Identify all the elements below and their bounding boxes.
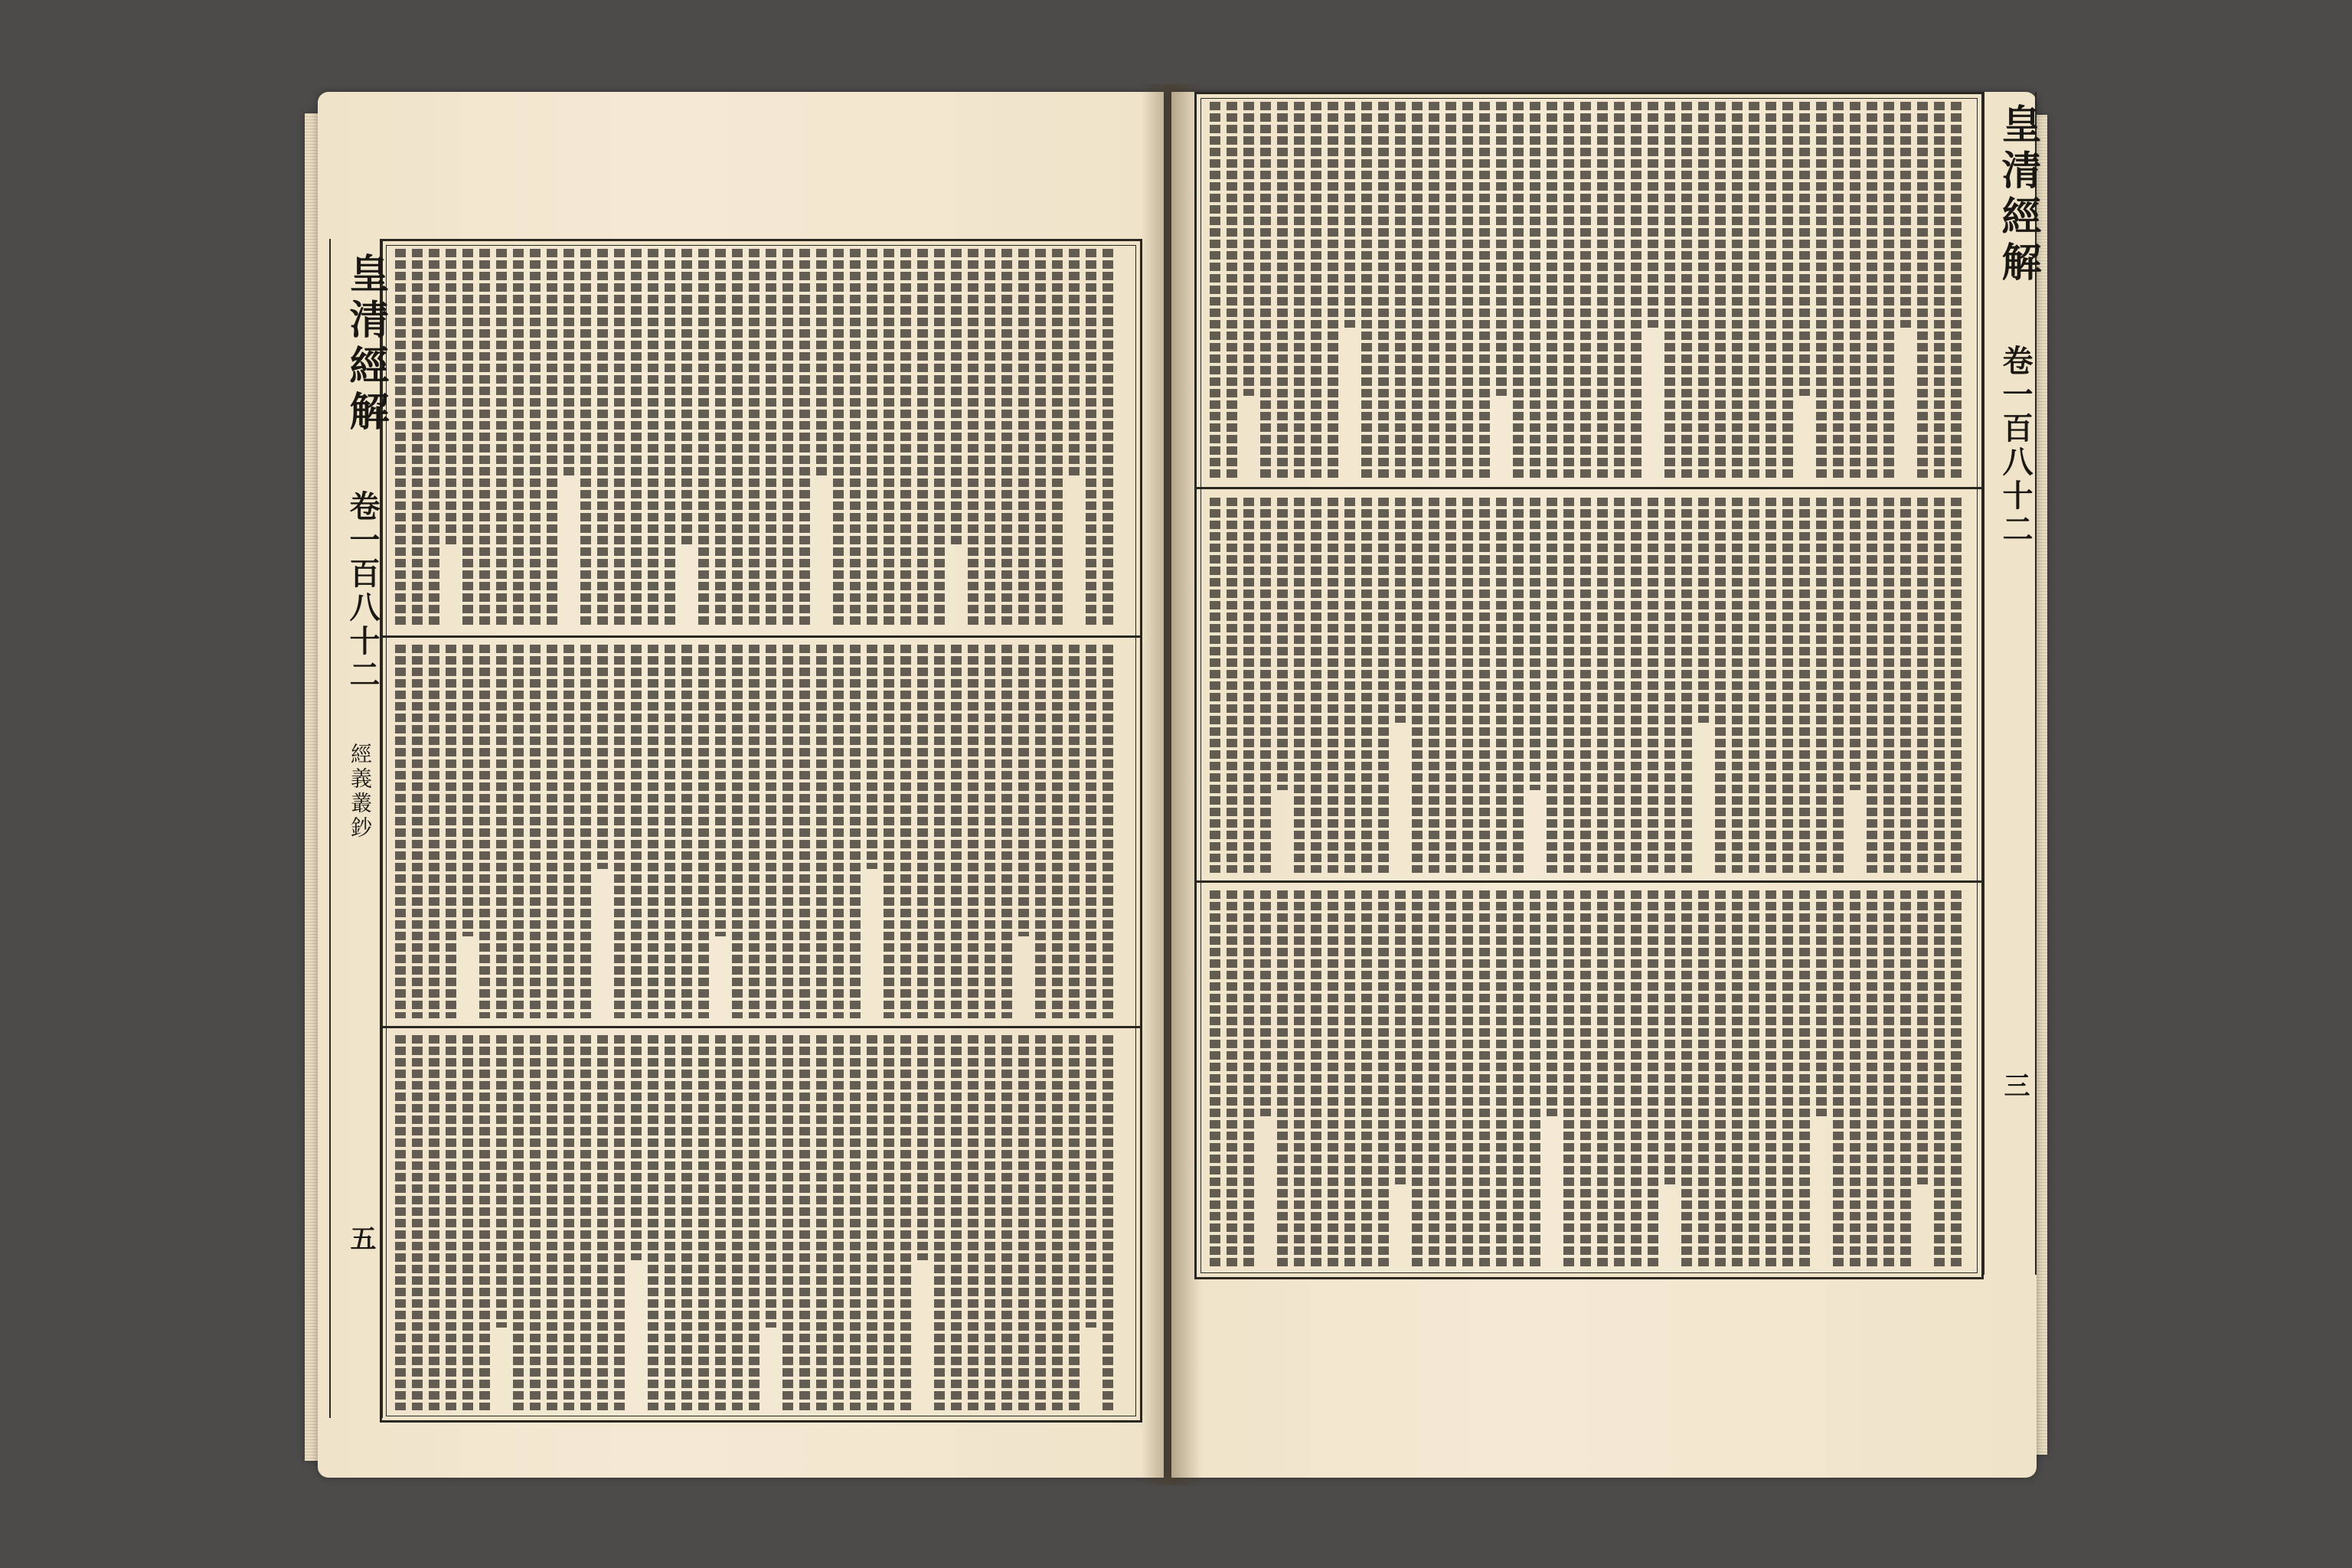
left-register-rule-2 [380, 1026, 1142, 1028]
right-page-number: 三 [1999, 1072, 2030, 1098]
left-running-title: 皇清經解 [342, 253, 389, 436]
left-register-rule-1 [380, 635, 1142, 638]
right-text-upper [1204, 102, 1973, 479]
right-running-title: 皇清經解 [1994, 103, 2041, 287]
left-volume-label: 卷一百八十二 [345, 490, 381, 692]
right-text-lower [1204, 890, 1973, 1267]
right-register-rule-2 [1194, 880, 1984, 883]
right-register-rule-1 [1194, 487, 1984, 489]
right-text-middle [1204, 498, 1973, 873]
left-text-upper [387, 249, 1130, 628]
left-collection-label: 經義叢鈔 [348, 743, 373, 841]
right-volume-label: 卷一百八十二 [1998, 345, 2034, 547]
left-text-lower [387, 1035, 1130, 1410]
left-page-number: 五 [345, 1225, 376, 1251]
book-gutter [1141, 84, 1202, 1485]
left-text-middle [387, 645, 1130, 1018]
